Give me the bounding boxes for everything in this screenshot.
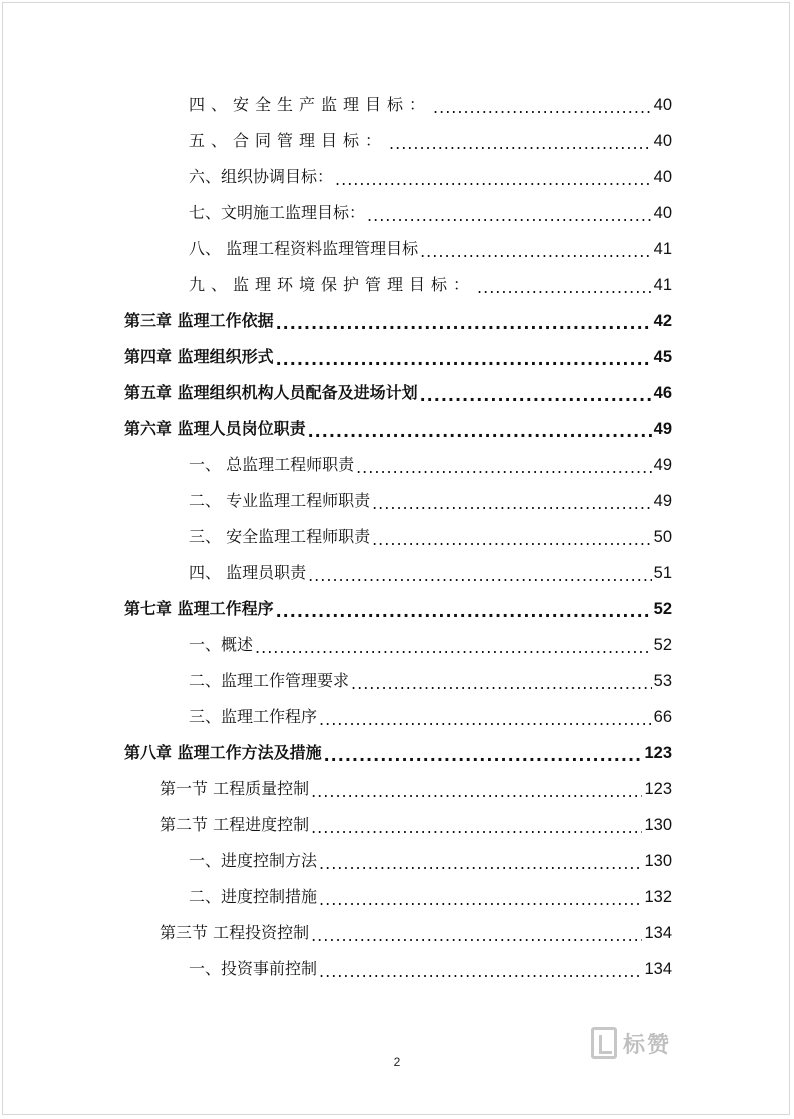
toc-entry-title: 第三章 监理工作依据 <box>124 311 274 330</box>
toc-chapter-entry[interactable] <box>124 344 672 370</box>
toc-dot-leader <box>276 350 652 370</box>
toc-section-entry[interactable] <box>160 812 672 838</box>
watermark <box>591 1025 671 1061</box>
toc-dot-leader <box>319 710 652 730</box>
toc-section-entry[interactable] <box>160 776 672 802</box>
toc-item-entry[interactable] <box>189 92 672 118</box>
toc-chapter-entry[interactable] <box>124 308 672 334</box>
toc-dot-leader <box>319 890 642 910</box>
toc-entry-title: 三、监理工作程序 <box>189 707 318 726</box>
toc-dot-leader <box>477 278 652 298</box>
toc-dot-leader <box>276 602 652 622</box>
toc-entry-page-number: 40 <box>653 96 672 114</box>
toc-entry-page-number: 49 <box>653 492 672 510</box>
toc-dot-leader <box>420 242 652 262</box>
toc-entry-page-number: 130 <box>644 816 672 834</box>
toc-item-entry[interactable] <box>189 704 672 730</box>
toc-dot-leader <box>324 746 643 766</box>
toc-dot-leader <box>311 926 642 946</box>
toc-entry-title: 一、概述 <box>189 635 254 654</box>
toc-item-entry[interactable] <box>189 560 672 586</box>
toc-entry-title: 一、投资事前控制 <box>189 959 318 978</box>
toc-entry-title: 二、 专业监理工程师职责 <box>189 491 371 510</box>
toc-item-entry[interactable] <box>189 668 672 694</box>
toc-entry-page-number: 40 <box>653 204 672 222</box>
toc-entry-title: 八、 监理工程资料监理管理目标 <box>189 239 419 258</box>
toc-entry-title: 第五章 监理组织机构人员配备及进场计划 <box>124 383 418 402</box>
toc-dot-leader <box>335 170 652 190</box>
toc-entry-title: 一、进度控制方法 <box>189 851 318 870</box>
toc-entry-page-number: 41 <box>653 276 672 294</box>
toc-entry-page-number: 123 <box>644 744 672 762</box>
toc-entry-page-number: 41 <box>653 240 672 258</box>
toc-dot-leader <box>389 134 652 154</box>
watermark-text: 标赞 <box>623 1032 672 1058</box>
toc-entry-title: 第二节 工程进度控制 <box>160 815 310 834</box>
toc-dot-leader <box>311 818 642 838</box>
toc-item-entry[interactable] <box>189 524 672 550</box>
toc-chapter-entry[interactable] <box>124 740 672 766</box>
toc-entry-title: 第八章 监理工作方法及措施 <box>124 743 322 762</box>
toc-item-entry[interactable] <box>189 272 672 298</box>
toc-entry-title: 九、监理环境保护管理目标： <box>189 275 476 294</box>
toc-entry-page-number: 45 <box>653 348 672 366</box>
toc-entry-title: 四、安全生产监理目标： <box>189 95 432 114</box>
toc-dot-leader <box>367 206 652 226</box>
toc-dot-leader <box>319 854 642 874</box>
toc-dot-leader <box>319 962 642 982</box>
toc-entry-title: 二、进度控制措施 <box>189 887 318 906</box>
toc-entry-title: 七、文明施工监理目标： <box>189 203 366 222</box>
toc-entry-page-number: 49 <box>653 456 672 474</box>
toc-chapter-entry[interactable] <box>124 596 672 622</box>
toc-entry-page-number: 46 <box>653 384 672 402</box>
toc-entry-title: 三、 安全监理工程师职责 <box>189 527 371 546</box>
toc-dot-leader <box>276 314 652 334</box>
toc-dot-leader <box>372 530 652 550</box>
toc-entry-page-number: 134 <box>644 960 672 978</box>
toc-entry-page-number: 52 <box>653 636 672 654</box>
toc-section-entry[interactable] <box>160 920 672 946</box>
toc-item-entry[interactable] <box>189 884 672 910</box>
biaozan-logo-icon <box>591 1027 617 1059</box>
toc-entry-title: 第七章 监理工作程序 <box>124 599 274 618</box>
toc-entry-title: 四、 监理员职责 <box>189 563 307 582</box>
toc-entry-title: 五、合同管理目标： <box>189 131 388 150</box>
toc-entry-page-number: 50 <box>653 528 672 546</box>
toc-entry-page-number: 66 <box>653 708 672 726</box>
toc-item-entry[interactable] <box>189 236 672 262</box>
toc-dot-leader <box>308 566 652 586</box>
toc-entry-page-number: 53 <box>653 672 672 690</box>
toc-dot-leader <box>356 458 652 478</box>
toc-dot-leader <box>420 386 652 406</box>
toc-dot-leader <box>351 674 652 694</box>
toc-dot-leader <box>311 782 642 802</box>
toc-dot-leader <box>255 638 652 658</box>
toc-entry-title: 第三节 工程投资控制 <box>160 923 310 942</box>
toc-dot-leader <box>308 422 652 442</box>
toc-item-entry[interactable] <box>189 956 672 982</box>
toc-entry-page-number: 130 <box>644 852 672 870</box>
toc-entry-page-number: 49 <box>653 420 672 438</box>
toc-item-entry[interactable] <box>189 128 672 154</box>
toc-dot-leader <box>372 494 652 514</box>
toc-entry-title: 六、组织协调目标： <box>189 167 334 186</box>
toc-entry-page-number: 132 <box>644 888 672 906</box>
toc-chapter-entry[interactable] <box>124 416 672 442</box>
toc-item-entry[interactable] <box>189 632 672 658</box>
toc-entry-page-number: 123 <box>644 780 672 798</box>
toc-entry-page-number: 40 <box>653 132 672 150</box>
toc-entry-title: 第六章 监理人员岗位职责 <box>124 419 306 438</box>
toc-entry-page-number: 40 <box>653 168 672 186</box>
toc-entry-title: 第四章 监理组织形式 <box>124 347 274 366</box>
toc-entry-page-number: 42 <box>653 312 672 330</box>
toc-item-entry[interactable] <box>189 164 672 190</box>
toc-item-entry[interactable] <box>189 848 672 874</box>
toc-entry-title: 第一节 工程质量控制 <box>160 779 310 798</box>
toc-dot-leader <box>433 98 652 118</box>
toc-chapter-entry[interactable] <box>124 380 672 406</box>
toc-item-entry[interactable] <box>189 452 672 478</box>
toc-item-entry[interactable] <box>189 200 672 226</box>
page-number: 2 <box>393 1055 401 1069</box>
toc-entry-title: 一、 总监理工程师职责 <box>189 455 355 474</box>
toc-entry-page-number: 134 <box>644 924 672 942</box>
toc-item-entry[interactable] <box>189 488 672 514</box>
toc-entry-title: 二、监理工作管理要求 <box>189 671 350 690</box>
toc-entry-page-number: 52 <box>653 600 672 618</box>
toc-entry-page-number: 51 <box>653 564 672 582</box>
